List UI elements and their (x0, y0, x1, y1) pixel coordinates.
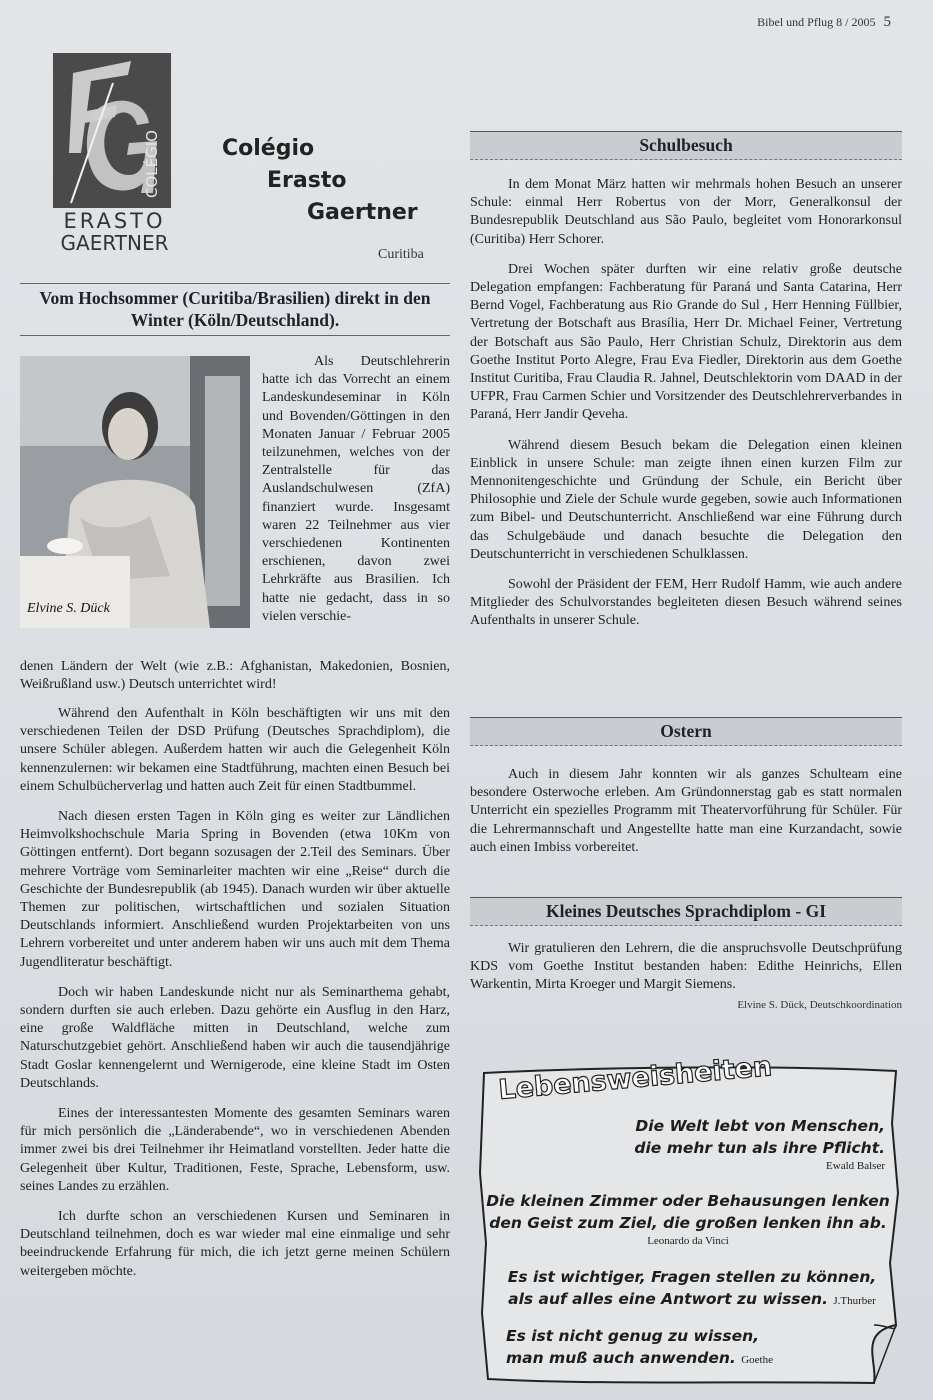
photo-illustration (20, 356, 250, 628)
quote-3-line-1: Es ist wichtiger, Fragen stellen zu können, (507, 1268, 877, 1286)
logo-vertical-text: COLÉGIO (143, 130, 161, 198)
quote-1-line-2: die mehr tun als ihre Pflicht. (634, 1139, 885, 1157)
school-name (222, 133, 422, 229)
section-heading-ostern: Ostern (470, 717, 902, 746)
quote-2-author: Leonardo da Vinci (647, 1235, 729, 1247)
logo-wordmark (52, 210, 177, 254)
schulbesuch-paragraph-2: Drei Wochen später durften wir eine relativ große deutsche Delegation empfangen: Fachberatung für Paraná und Santa Catarina, Herr Bernd Vogel, Fachberatung aus Rio Grande do Sul , Herr Henning Füllbier, Vertretung der Botschaft aus Brasília, Herr Dr. Michael Feiner, Vertretung der Botschaft aus São Paulo, Herr Christian Schulz, Direktorin aus dem Goethe Institut Porto Alegre, Frau Eva Fiedler, Direktorin aus dem Goethe Institut Curitiba, Frau Claudia R. Jahnel, Deutschlektorin vom DAAD in der UFPR, Frau Carmen Schier und Vorsitzender des Deutschlehrerverbandes in Paraná, Herr Jandir Qeveha. (470, 261, 902, 423)
article-paragraph-1: Während den Aufenthalt in Köln beschäftigten wir uns mit den verschiedenen Teilen der DSD Prüfung (Deutsches Sprachdiplom), die unsere Schüler ablegen. Außerdem hatten wir auch die Gelegenheit Köln kennenzulernen: wir bekamen eine Stadtführung, machten einen Besuch bei einem Schulbücherverlag und hatten auch Zeit für einen Stadtbummel. (20, 706, 450, 794)
section-ostern (470, 717, 902, 857)
ostern-paragraph-1: Auch in diesem Jahr konnten wir als ganzes Schulteam eine besondere Osterwoche erleben. Am Gründonnerstag gab es statt normalen Unterricht ein spezielles Programm mit Theatervorführung für Schüler. Für die Lehrermannschaft und Angestellte hatte man eine Kurzandacht, sowie auch einen Imbiss vorbereitet. (470, 767, 902, 855)
article-paragraph-3: Doch wir haben Landeskunde nicht nur als Seminarthema gehabt, sondern durften sie auch erleben. Dazu gehörte ein Ausflug in den Harz, eine große Waldfläche mitten in Deutschland, welche zum Naturschutzgebiet gehört. Anschließend haben wir auch die tausendjährige Stadt Goslar kennengelernt und Wernigerode, eine kleine Stadt im Osten Deutschlands. (20, 984, 450, 1091)
quote-1 (633, 1115, 885, 1173)
city-label: Curitiba (378, 247, 424, 262)
section-kds (470, 897, 902, 1011)
schulbesuch-paragraph-1: In dem Monat März hatten wir mehrmals hohen Besuch an unserer Schule: einmal Herr Robertus von der Morr, Generalkonsul der Bundesrepublik Deutschland aus São Paulo, begleitet vom Honorarkonsul (Curitiba) Herr Schorer. (470, 177, 902, 247)
wisdom-title: Lebensweisheiten (497, 1051, 774, 1106)
page-number: 5 (883, 14, 891, 30)
article-headline: Vom Hochsommer (Curitiba/Brasilien) direkt in den Winter (Köln/Deutschland). (20, 283, 450, 336)
quote-2 (484, 1190, 892, 1248)
article-paragraph-5: Ich durfte schon an verschiedenen Kursen und Seminaren in Deutschland teilnehmen, doch es war wieder mal eine einmalige und sehr beeindruckende Erfahrung für mich, die ich jetzt gerne meinen Schülern weitergeben möchte. (20, 1209, 450, 1279)
logo-line-1: ERASTO (63, 209, 166, 233)
article-body (20, 705, 450, 1281)
article-intro-wrap (262, 353, 450, 626)
quote-1-author: Ewald Balser (826, 1160, 885, 1172)
schulbesuch-paragraph-4: Sowohl der Präsident der FEM, Herr Rudolf Hamm, wie auch andere Mitglieder des Schulvorstandes begleiteten diesen Besuch während seines Aufenthalts in unserer Schule. (470, 577, 902, 629)
article-intro-continuation (20, 658, 450, 694)
logo-line-2: GAERTNER (60, 231, 169, 255)
section-heading-kds: Kleines Deutsches Sprachdiplom - GI (470, 897, 902, 926)
quote-1-line-1: Die Welt lebt von Menschen, (635, 1117, 885, 1135)
wisdom-box (478, 1051, 902, 1389)
logo-monogram-graphic (53, 53, 171, 208)
school-name-line-3: Gaertner (307, 200, 418, 225)
school-name-line-2: Erasto (267, 168, 347, 193)
quote-3 (492, 1266, 892, 1312)
intro-continuation-text: denen Ländern der Welt (wie z.B.: Afghanistan, Makedonien, Bosnien, Weißrußland usw.) Deutsch unterrichtet wird! (20, 659, 450, 693)
quote-3-line-2-wrap (492, 1288, 892, 1312)
quote-4-line-2-wrap (506, 1347, 806, 1371)
quote-3-author: J.Thurber (833, 1295, 876, 1307)
quote-4-author: Goethe (741, 1354, 773, 1366)
article-intro-text: Als Deutschlehrerin hatte ich das Vorrecht an einem Landeskundeseminar in Köln und Bovenden/Göttingen in den Monaten Januar / Februar 2005 teilzunehmen, welches von der Zentralstelle für das Auslandschulwesen (ZfA) finanziert wurde. Insgesamt waren 22 Teilnehmer aus vier verschiedenen Kontinenten erschienen, davon zwei Lehrkräfte aus Brasilien. Ich hatte nie gedacht, dass in so vielen verschie- (262, 354, 450, 624)
author-photo (20, 356, 250, 628)
running-head (757, 14, 891, 31)
quote-4-line-2: man muß auch anwenden. (506, 1349, 736, 1367)
quote-3-line-2: als auf alles eine Antwort zu wissen. (508, 1290, 828, 1308)
school-logo (53, 53, 171, 208)
quote-2-line-1: Die kleinen Zimmer oder Behausungen lenken (486, 1192, 890, 1210)
quote-2-line-2: den Geist zum Ziel, die großen lenken ihn ab. (489, 1214, 887, 1232)
article-paragraph-4: Eines der interessantesten Momente des gesamten Seminars waren für mich persönlich die „Länderabende“, wo in verschiedenen Abenden immer zwei bis drei Teilnehmer ihr Heimatland vorstellten. Jeder hatte die Gelegenheit über Kultur, Traditionen, Feste, Sprache, Lebensform, usw. seines Landes zu erzählen. (20, 1106, 450, 1194)
article-paragraph-2: Nach diesen ersten Tagen in Köln ging es weiter zur Ländlichen Heimvolkshochschule Maria Spring in Bovenden (etwa 10Km von Göttingen entfernt). Dort begann sozusagen der 2.Teil des Seminars. Über mehrere Vorträge vom Seminarleiter machten wir eine „Reise“ durch die Geschichte der Bundesrepublik (ab 1945). Danach wurden wir über aktuelle Themen zur politischen, wirtschaftlichen und sozialen Situation Deutschlands informiert. Anschließend wurden Projektarbeiten von uns Lehrern vorbereitet und unter anderem haben wir uns auch mit dem Thema Jugendliteratur beschäftigt. (20, 809, 450, 970)
kds-paragraph-1: Wir gratulieren den Lehrern, die die anspruchsvolle Deutschprüfung KDS vom Goethe Institut bestanden haben: Edithe Heinrichs, Ellen Warkentin, Mirta Kroeger und Margit Siemens. (470, 941, 902, 993)
quote-4 (506, 1325, 806, 1371)
section-schulbesuch (470, 131, 902, 631)
schulbesuch-paragraph-3: Während diesem Besuch bekam die Delegation einen kleinen Einblick in unsere Schule: man zeigte ihnen einen kurzen Film zur Mennonitengeschichte und Gründung der Schule, ein Bericht über Philosophie und Ziele der Schule wurde gegeben, sowie auch Informationen zum Bibel- und Deutschunterricht. Anschließend war eine Führung durch das Schulgebäude und danach besuchte die Delegation den Deutschunterricht in verschiedenen Schulklassen. (470, 437, 902, 562)
quote-4-line-1: Es ist nicht genug zu wissen, (506, 1327, 760, 1345)
kds-signature: Elvine S. Dück, Deutschkoordination (737, 998, 902, 1011)
photo-caption: Elvine S. Dück (27, 601, 110, 616)
publication-issue: Bibel und Pflug 8 / 2005 (757, 15, 876, 29)
school-name-line-1: Colégio (222, 136, 315, 161)
section-heading-schulbesuch: Schulbesuch (470, 131, 902, 160)
